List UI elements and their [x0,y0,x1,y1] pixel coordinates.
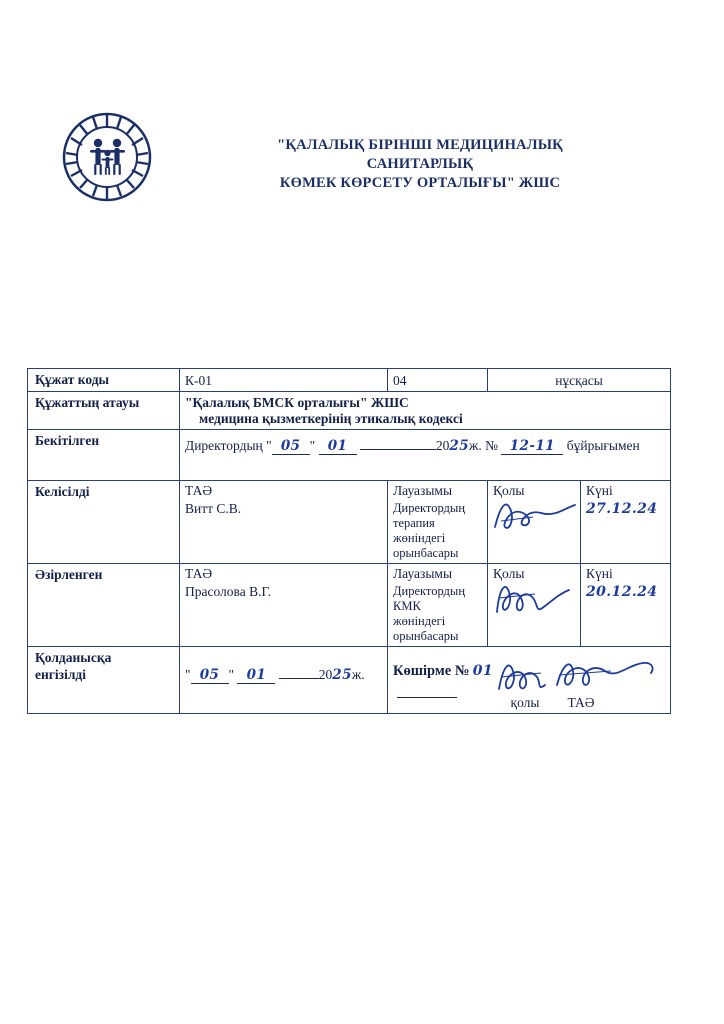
developed-signature [488,582,581,647]
table-row-doc-name [28,392,671,430]
approved-blank-line [360,449,436,450]
agreed-signature [488,499,581,564]
developed-date-value: 20.12.24 [586,584,658,601]
document-control-table [27,368,671,714]
approved-day: 05 [272,438,310,455]
developed-position-line-2: жөніндегі орынбасары [393,614,459,644]
doc-code-value: К-01 [180,369,388,392]
agreed-col-position: Лауазымы [388,481,488,500]
copy-signature-label: қолы [510,695,540,711]
approved-quote: " [309,438,316,454]
enacted-date-value [180,647,388,714]
enacted-quote-close: " [228,667,235,683]
doc-name-value [180,392,671,430]
document-header [0,104,724,224]
enacted-year-suffix: ж. [351,667,365,683]
developed-col-signature: Қолы [488,564,581,583]
agreed-name: Витт С.В. [180,499,388,564]
enacted-year: 25 [332,667,352,684]
table-row-approved [28,430,671,481]
enacted-label-line-2: енгізілді [35,666,86,682]
approved-order-no: 12-11 [501,438,563,455]
approved-year: 25 [449,438,470,455]
enacted-quote-open: " [185,667,191,683]
agreed-label: Келісілді [28,481,180,564]
developed-col-fio: ТАӘ [180,564,388,583]
signature-scribble-copy [497,663,665,693]
copy-label: Көшірме № [393,663,470,680]
enacted-blank-line [279,678,319,679]
org-title-line-3: КӨМЕК КӨРСЕТУ ОРТАЛЫҒЫ" ЖШС [279,175,561,192]
agreed-date [581,499,671,564]
developed-col-date: Күні [581,564,671,583]
copy-cell [388,647,671,714]
doc-code-label: Құжат коды [28,369,180,392]
developed-date [581,582,671,647]
copy-no: 01 [472,663,494,680]
approved-value [180,430,671,481]
table-row-enacted [28,647,671,714]
enacted-label-line-1: Қолданысқа [35,650,112,666]
approved-prefix: Директордың " [185,438,272,454]
agreed-position-line-2: жөніндегі орынбасары [393,531,459,561]
doc-name-line-1: "Қалалық БМСК орталығы" ЖШС [185,395,409,410]
enacted-month: 01 [237,667,275,684]
org-title-line-1: "ҚАЛАЛЫҚ БІРІНШІ МЕДИЦИНАЛЫҚ [277,137,563,153]
enacted-day: 05 [191,667,229,684]
developed-position-line-1: Директордың КМК [393,584,466,614]
doc-version-value: 04 [388,369,488,392]
enacted-label [28,647,180,714]
doc-version-label: нұсқасы [488,369,671,392]
approved-year-suffix: ж. № [469,438,498,454]
approved-month: 01 [319,438,357,455]
people-circle-logo [62,112,152,202]
agreed-position-line-1: Директордың терапия [393,501,466,531]
agreed-col-date: Күні [581,481,671,500]
org-title-line-2: САНИТАРЛЫҚ [366,156,474,173]
developed-position [388,582,488,647]
agreed-col-signature: Қолы [488,481,581,500]
developed-name: Прасолова В.Г. [180,582,388,647]
agreed-position [388,499,488,564]
developed-label: Әзірленген [28,564,180,647]
developed-col-position: Лауазымы [388,564,488,583]
approved-year-prefix: 20 [435,438,450,454]
approved-label: Бекітілген [28,430,180,481]
signature-scribble-agreed [493,501,575,527]
copy-underline [397,686,497,702]
copy-fio-label: ТАӘ [567,695,595,711]
doc-name-label: Құжаттың атауы [28,392,180,430]
agreed-date-value: 27.12.24 [586,501,658,518]
table-row-doc-code [28,369,671,392]
enacted-year-prefix: 20 [318,667,333,683]
agreed-col-fio: ТАӘ [180,481,388,500]
organization-title [200,136,640,193]
approved-suffix: бұйрығымен [566,438,640,454]
signature-scribble-developed [493,584,575,610]
doc-name-line-2: медицина қызметкерінің этикалық кодексі [199,411,463,427]
